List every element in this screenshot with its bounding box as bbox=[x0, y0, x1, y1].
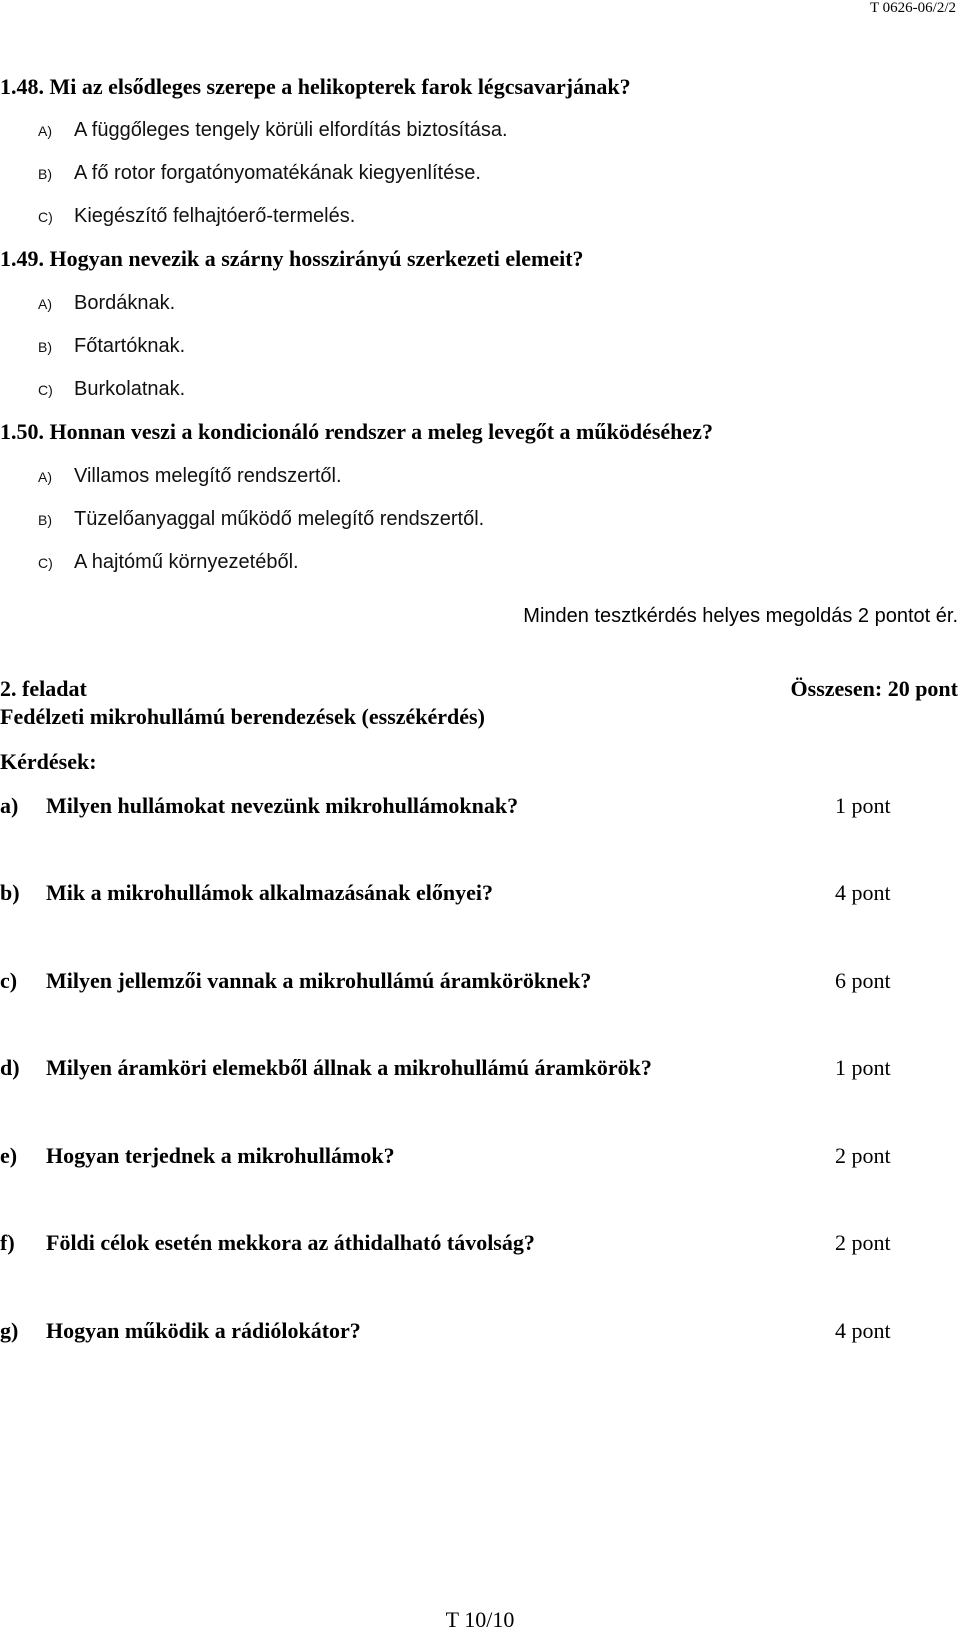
option-letter: A) bbox=[38, 469, 52, 485]
question-1-48-option-a bbox=[38, 118, 508, 143]
question-1-49-option-b bbox=[38, 334, 185, 359]
option-text: Villamos melegítő rendszertől. bbox=[74, 465, 342, 487]
question-1-49-option-c bbox=[38, 377, 185, 402]
question-points: 1 pont bbox=[835, 793, 891, 818]
option-letter: B) bbox=[38, 512, 52, 528]
question-points: 2 pont bbox=[835, 1143, 891, 1168]
question-1-49-option-a bbox=[38, 291, 175, 316]
option-text: Bordáknak. bbox=[74, 292, 176, 314]
question-label: e) bbox=[0, 1143, 18, 1168]
question-points: 2 pont bbox=[835, 1230, 891, 1255]
question-points: 4 pont bbox=[835, 880, 891, 905]
question-label: b) bbox=[0, 880, 20, 905]
page-number: T 10/10 bbox=[445, 1607, 515, 1632]
option-text: Főtartóknak. bbox=[74, 335, 186, 357]
option-text: A függőleges tengely körüli elfordítás biztosítása. bbox=[74, 119, 508, 141]
task-title: Fedélzeti mikrohullámú berendezések (esszékérdés) bbox=[0, 704, 485, 729]
question-label: g) bbox=[0, 1318, 19, 1343]
question-points: 6 pont bbox=[835, 968, 891, 993]
essay-question-g bbox=[0, 1318, 900, 1344]
option-text: Kiegészítő felhajtóerő-termelés. bbox=[74, 205, 356, 227]
essay-question-b bbox=[0, 880, 900, 906]
question-text: Mik a mikrohullámok alkalmazásának előnyei? bbox=[46, 880, 493, 905]
task-number: 2. feladat bbox=[0, 676, 87, 701]
question-text: Milyen áramköri elemekből állnak a mikrohullámú áramkörök? bbox=[46, 1055, 652, 1080]
essay-question-e bbox=[0, 1143, 900, 1169]
option-letter: C) bbox=[38, 209, 53, 225]
essay-question-d bbox=[0, 1055, 900, 1081]
question-text: Hogyan működik a rádiólokátor? bbox=[46, 1318, 361, 1343]
question-text: Hogyan terjednek a mikrohullámok? bbox=[46, 1143, 395, 1168]
document-code: T 0626-06/2/2 bbox=[870, 0, 956, 16]
option-text: A fő rotor forgatónyomatékának kiegyenlítése. bbox=[74, 162, 481, 184]
option-text: Burkolatnak. bbox=[74, 378, 186, 400]
essay-question-a bbox=[0, 793, 900, 819]
option-text: Tüzelőanyaggal működő melegítő rendszertől. bbox=[74, 508, 485, 530]
question-1-49-title: 1.49. Hogyan nevezik a szárny hosszirányú szerkezeti elemeit? bbox=[0, 246, 584, 271]
question-1-50-title: 1.50. Honnan veszi a kondicionáló rendszer a meleg levegőt a működéséhez? bbox=[0, 419, 713, 444]
option-text: A hajtómű környezetéből. bbox=[74, 551, 299, 573]
question-label: d) bbox=[0, 1055, 20, 1080]
question-1-50-option-a bbox=[38, 464, 342, 489]
question-label: a) bbox=[0, 793, 19, 818]
option-letter: B) bbox=[38, 339, 52, 355]
question-1-50-option-b bbox=[38, 507, 484, 532]
option-letter: C) bbox=[38, 555, 53, 571]
option-letter: C) bbox=[38, 382, 53, 398]
question-label: f) bbox=[0, 1230, 15, 1255]
question-1-48-title: 1.48. Mi az elsődleges szerepe a helikopterek farok légcsavarjának? bbox=[0, 74, 631, 99]
question-1-48-option-c bbox=[38, 204, 355, 229]
question-text: Milyen jellemzői vannak a mikrohullámú áramköröknek? bbox=[46, 968, 592, 993]
essay-question-c bbox=[0, 968, 900, 994]
task-total-points: Összesen: 20 pont bbox=[790, 676, 958, 701]
question-points: 1 pont bbox=[835, 1055, 891, 1080]
option-letter: A) bbox=[38, 123, 52, 139]
question-text: Milyen hullámokat nevezünk mikrohullámoknak? bbox=[46, 793, 519, 818]
question-1-50-option-c bbox=[38, 550, 299, 575]
score-note: Minden tesztkérdés helyes megoldás 2 pontot ér. bbox=[523, 605, 958, 627]
essay-question-f bbox=[0, 1230, 900, 1256]
question-label: c) bbox=[0, 968, 18, 993]
question-text: Földi célok esetén mekkora az áthidalható távolság? bbox=[46, 1230, 535, 1255]
question-1-48-option-b bbox=[38, 161, 481, 186]
option-letter: B) bbox=[38, 166, 52, 182]
question-points: 4 pont bbox=[835, 1318, 891, 1343]
questions-heading: Kérdések: bbox=[0, 749, 97, 774]
option-letter: A) bbox=[38, 296, 52, 312]
